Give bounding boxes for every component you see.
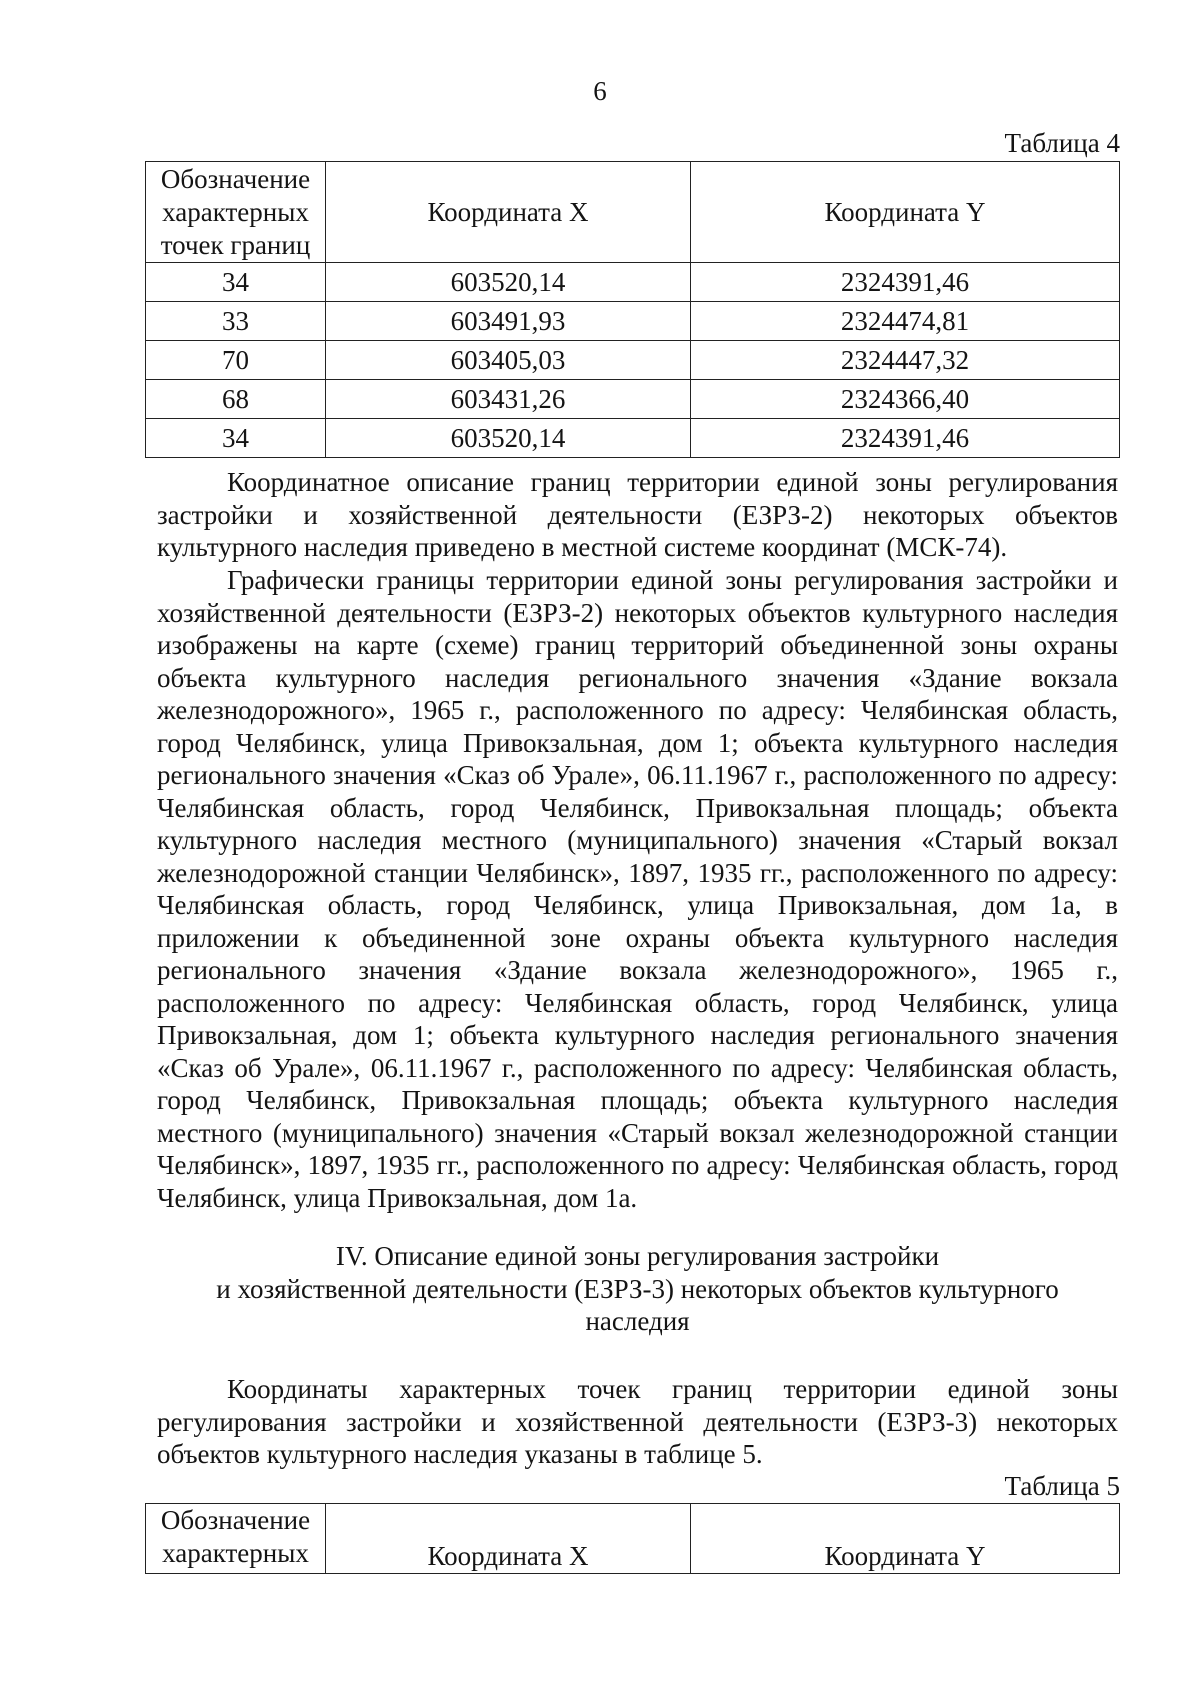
paragraph-coordinate-system: Координатное описание границ территории единой зоны регулирования застройки и хозяйственной деятельности (ЕЗРЗ-2) некоторых объектов культурного наследия приведено в местной системе координат (МСК-74). xyxy=(157,467,1118,562)
coordinate-y: 2324447,32 xyxy=(691,341,1120,380)
header-coordinate-x: Координата X xyxy=(326,162,691,263)
coordinates-table-5 xyxy=(145,1503,1120,1574)
coordinate-y: 2324474,81 xyxy=(691,302,1120,341)
paragraph-table-5-intro: Координаты характерных точек границ территории единой зоны регулирования застройки и хозяйственной деятельности (ЕЗРЗ-3) некоторых объектов культурного наследия указаны в таблице 5. xyxy=(157,1374,1118,1469)
coordinate-x: 603405,03 xyxy=(326,341,691,380)
header-point-designation: Обозначение характерных xyxy=(146,1504,326,1574)
header-coordinate-x: Координата X xyxy=(326,1504,691,1574)
table-row xyxy=(146,380,1120,419)
paragraph-graphic-boundaries: Графически границы территории единой зоны регулирования застройки и хозяйственной деятельности (ЕЗРЗ-2) некоторых объектов культурного наследия изображены на карте (схеме) границ территорий объединенной зоны охраны объекта культурного наследия регионального значения «Здание вокзала железнодорожного», 1965 г., расположенного по адресу: Челябинская область, город Челябинск, улица Привокзальная, дом 1; объекта культурного наследия регионального значения «Сказ об Урале», 06.11.1967 г., расположенного по адресу: Челябинская область, город Челябинск, Привокзальная площадь; объекта культурного наследия местного (муниципального) значения «Старый вокзал железнодорожной станции Челябинск», 1897, 1935 гг., расположенного по адресу: Челябинская область, город Челябинск, улица Привокзальная, дом 1а, в приложении к объединенной зоне охраны объекта культурного наследия регионального значения «Здание вокзала железнодорожного», 1965 г., расположенного по адресу: Челябинская область, город Челябинск, улица Привокзальная, дом 1; объекта культурного наследия регионального значения «Сказ об Урале», 06.11.1967 г., расположенного по адресу: Челябинская область, город Челябинск, Привокзальная площадь; объекта культурного наследия местного (муниципального) значения «Старый вокзал железнодорожной станции Челябинск», 1897, 1935 гг., расположенного по адресу: Челябинская область, город Челябинск, улица Привокзальная, дом 1а. xyxy=(157,565,1118,1213)
header-coordinate-y: Координата Y xyxy=(691,1504,1120,1574)
table-row xyxy=(146,419,1120,458)
table-5-caption: Таблица 5 xyxy=(1004,1471,1120,1501)
section-heading-line: наследия xyxy=(585,1306,690,1336)
section-heading-line: IV. Описание единой зоны регулирования застройки xyxy=(335,1241,940,1271)
table-row xyxy=(146,341,1120,380)
table-header-row xyxy=(146,162,1120,263)
coordinate-y: 2324391,46 xyxy=(691,419,1120,458)
section-heading xyxy=(157,1240,1118,1338)
section-heading-line: и хозяйственной деятельности (ЕЗРЗ-3) некоторых объектов культурного xyxy=(216,1273,1059,1304)
coordinates-table-4 xyxy=(145,161,1120,458)
table-4-caption: Таблица 4 xyxy=(1004,128,1120,158)
coordinate-x: 603520,14 xyxy=(326,263,691,302)
coordinate-y: 2324391,46 xyxy=(691,263,1120,302)
point-number: 34 xyxy=(146,419,326,458)
coordinate-x: 603520,14 xyxy=(326,419,691,458)
point-number: 33 xyxy=(146,302,326,341)
point-number: 68 xyxy=(146,380,326,419)
header-coordinate-y: Координата Y xyxy=(691,162,1120,263)
coordinate-x: 603491,93 xyxy=(326,302,691,341)
table-row xyxy=(146,302,1120,341)
table-header-row xyxy=(146,1504,1120,1574)
coordinate-x: 603431,26 xyxy=(326,380,691,419)
point-number: 34 xyxy=(146,263,326,302)
point-number: 70 xyxy=(146,341,326,380)
page-number: 6 xyxy=(593,76,607,106)
header-point-designation: Обозначение характерных точек границ xyxy=(146,162,326,263)
table-row xyxy=(146,263,1120,302)
coordinate-y: 2324366,40 xyxy=(691,380,1120,419)
